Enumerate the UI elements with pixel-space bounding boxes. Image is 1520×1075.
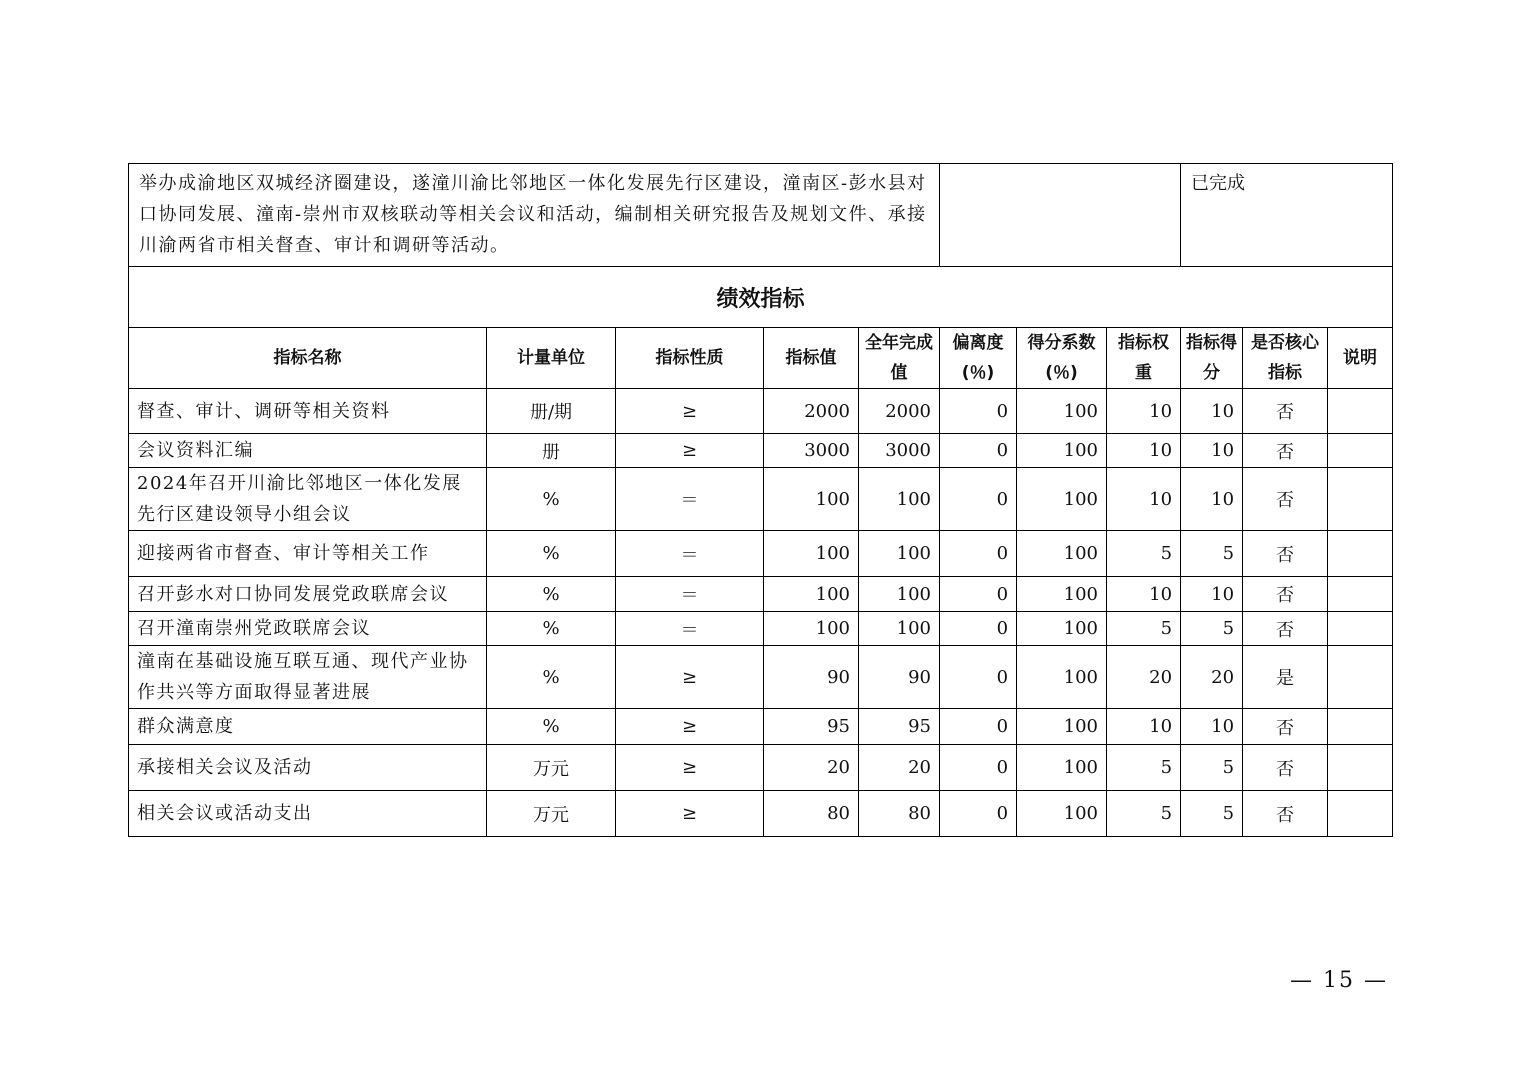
actual-cell: 90 (859, 646, 940, 709)
indicator-name-cell: 潼南在基础设施互联互通、现代产业协作共兴等方面取得显著进展 (129, 646, 487, 709)
header-nature: 指标性质 (616, 328, 764, 389)
header-target: 指标值 (764, 328, 859, 389)
indicator-name-cell: 相关会议或活动支出 (129, 791, 487, 837)
deviation-cell: 0 (940, 389, 1017, 434)
core-cell: 否 (1243, 531, 1328, 577)
performance-table (128, 163, 1393, 837)
note-cell (1328, 709, 1393, 745)
coefficient-cell: 100 (1017, 468, 1107, 531)
table-row (129, 646, 1393, 709)
unit-cell: % (487, 468, 616, 531)
core-cell: 否 (1243, 709, 1328, 745)
actual-cell: 20 (859, 745, 940, 791)
header-unit: 计量单位 (487, 328, 616, 389)
document-sheet (128, 163, 1392, 837)
actual-cell: 80 (859, 791, 940, 837)
indicator-name-cell: 群众满意度 (129, 709, 487, 745)
score-cell: 10 (1181, 468, 1243, 531)
core-cell: 否 (1243, 468, 1328, 531)
indicator-name-cell: 会议资料汇编 (129, 434, 487, 468)
header-core: 是否核心指标 (1243, 328, 1328, 389)
unit-cell: 万元 (487, 745, 616, 791)
header-row (129, 328, 1393, 389)
indicator-rows (129, 389, 1393, 837)
core-cell: 否 (1243, 612, 1328, 646)
score-cell: 5 (1181, 531, 1243, 577)
indicator-name-cell: 2024年召开川渝比邻地区一体化发展先行区建设领导小组会议 (129, 468, 487, 531)
note-cell (1328, 434, 1393, 468)
unit-cell: % (487, 531, 616, 577)
nature-cell: ≥ (616, 434, 764, 468)
coefficient-cell: 100 (1017, 531, 1107, 577)
deviation-cell: 0 (940, 709, 1017, 745)
table-row (129, 531, 1393, 577)
score-cell: 10 (1181, 434, 1243, 468)
table-row (129, 612, 1393, 646)
coefficient-cell: 100 (1017, 389, 1107, 434)
header-actual: 全年完成值 (859, 328, 940, 389)
weight-cell: 20 (1107, 646, 1181, 709)
header-note: 说明 (1328, 328, 1393, 389)
core-cell: 否 (1243, 577, 1328, 612)
unit-cell: 万元 (487, 791, 616, 837)
weight-cell: 5 (1107, 531, 1181, 577)
header-coefficient: 得分系数(％) (1017, 328, 1107, 389)
nature-cell: ≥ (616, 745, 764, 791)
actual-cell: 95 (859, 709, 940, 745)
score-cell: 10 (1181, 389, 1243, 434)
note-cell (1328, 791, 1393, 837)
deviation-cell: 0 (940, 791, 1017, 837)
table-row (129, 434, 1393, 468)
section-title-row (129, 267, 1393, 328)
header-weight: 指标权重 (1107, 328, 1181, 389)
unit-cell: % (487, 612, 616, 646)
deviation-cell: 0 (940, 612, 1017, 646)
header-indicator-name: 指标名称 (129, 328, 487, 389)
header-score: 指标得分 (1181, 328, 1243, 389)
indicator-name-cell: 召开彭水对口协同发展党政联席会议 (129, 577, 487, 612)
coefficient-cell: 100 (1017, 612, 1107, 646)
indicator-name-cell: 督查、审计、调研等相关资料 (129, 389, 487, 434)
weight-cell: 10 (1107, 434, 1181, 468)
score-cell: 5 (1181, 612, 1243, 646)
indicator-name-cell: 召开潼南崇州党政联席会议 (129, 612, 487, 646)
target-cell: 3000 (764, 434, 859, 468)
target-cell: 100 (764, 577, 859, 612)
core-cell: 否 (1243, 791, 1328, 837)
unit-cell: % (487, 709, 616, 745)
coefficient-cell: 100 (1017, 434, 1107, 468)
indicator-name-cell: 迎接两省市督查、审计等相关工作 (129, 531, 487, 577)
nature-cell: ＝ (616, 468, 764, 531)
table-row (129, 709, 1393, 745)
target-cell: 90 (764, 646, 859, 709)
deviation-cell: 0 (940, 468, 1017, 531)
table-row (129, 468, 1393, 531)
unit-cell: 册 (487, 434, 616, 468)
note-cell (1328, 646, 1393, 709)
coefficient-cell: 100 (1017, 745, 1107, 791)
nature-cell: ＝ (616, 531, 764, 577)
deviation-cell: 0 (940, 646, 1017, 709)
deviation-cell: 0 (940, 577, 1017, 612)
note-cell (1328, 389, 1393, 434)
unit-cell: % (487, 646, 616, 709)
nature-cell: ≥ (616, 791, 764, 837)
weight-cell: 5 (1107, 612, 1181, 646)
actual-cell: 3000 (859, 434, 940, 468)
summary-status: 已完成 (1181, 164, 1393, 267)
summary-middle-cell (940, 164, 1181, 267)
coefficient-cell: 100 (1017, 791, 1107, 837)
note-cell (1328, 577, 1393, 612)
coefficient-cell: 100 (1017, 709, 1107, 745)
actual-cell: 100 (859, 612, 940, 646)
table-row (129, 389, 1393, 434)
score-cell: 10 (1181, 577, 1243, 612)
score-cell: 20 (1181, 646, 1243, 709)
weight-cell: 10 (1107, 577, 1181, 612)
summary-description: 举办成渝地区双城经济圈建设，遂潼川渝比邻地区一体化发展先行区建设，潼南区-彭水县对口协同发展、潼南-崇州市双核联动等相关会议和活动，编制相关研究报告及规划文件、承接川渝两省市相关督查、审计和调研等活动。 (129, 164, 940, 267)
note-cell (1328, 612, 1393, 646)
actual-cell: 100 (859, 531, 940, 577)
core-cell: 否 (1243, 389, 1328, 434)
weight-cell: 10 (1107, 389, 1181, 434)
coefficient-cell: 100 (1017, 577, 1107, 612)
target-cell: 100 (764, 612, 859, 646)
core-cell: 否 (1243, 434, 1328, 468)
score-cell: 10 (1181, 709, 1243, 745)
nature-cell: ≥ (616, 646, 764, 709)
weight-cell: 10 (1107, 709, 1181, 745)
nature-cell: ≥ (616, 389, 764, 434)
nature-cell: ≥ (616, 709, 764, 745)
note-cell (1328, 745, 1393, 791)
core-cell: 是 (1243, 646, 1328, 709)
deviation-cell: 0 (940, 745, 1017, 791)
nature-cell: ＝ (616, 577, 764, 612)
target-cell: 95 (764, 709, 859, 745)
summary-row (129, 164, 1393, 267)
target-cell: 20 (764, 745, 859, 791)
table-row (129, 745, 1393, 791)
note-cell (1328, 468, 1393, 531)
actual-cell: 100 (859, 468, 940, 531)
table-row (129, 577, 1393, 612)
unit-cell: % (487, 577, 616, 612)
header-deviation: 偏离度(％) (940, 328, 1017, 389)
actual-cell: 100 (859, 577, 940, 612)
section-title: 绩效指标 (129, 267, 1393, 328)
target-cell: 80 (764, 791, 859, 837)
target-cell: 100 (764, 468, 859, 531)
score-cell: 5 (1181, 745, 1243, 791)
page-number: — 15 — (1290, 968, 1388, 993)
score-cell: 5 (1181, 791, 1243, 837)
weight-cell: 5 (1107, 745, 1181, 791)
weight-cell: 10 (1107, 468, 1181, 531)
target-cell: 2000 (764, 389, 859, 434)
weight-cell: 5 (1107, 791, 1181, 837)
note-cell (1328, 531, 1393, 577)
table-row (129, 791, 1393, 837)
deviation-cell: 0 (940, 531, 1017, 577)
indicator-name-cell: 承接相关会议及活动 (129, 745, 487, 791)
coefficient-cell: 100 (1017, 646, 1107, 709)
unit-cell: 册/期 (487, 389, 616, 434)
target-cell: 100 (764, 531, 859, 577)
core-cell: 否 (1243, 745, 1328, 791)
nature-cell: ＝ (616, 612, 764, 646)
deviation-cell: 0 (940, 434, 1017, 468)
actual-cell: 2000 (859, 389, 940, 434)
